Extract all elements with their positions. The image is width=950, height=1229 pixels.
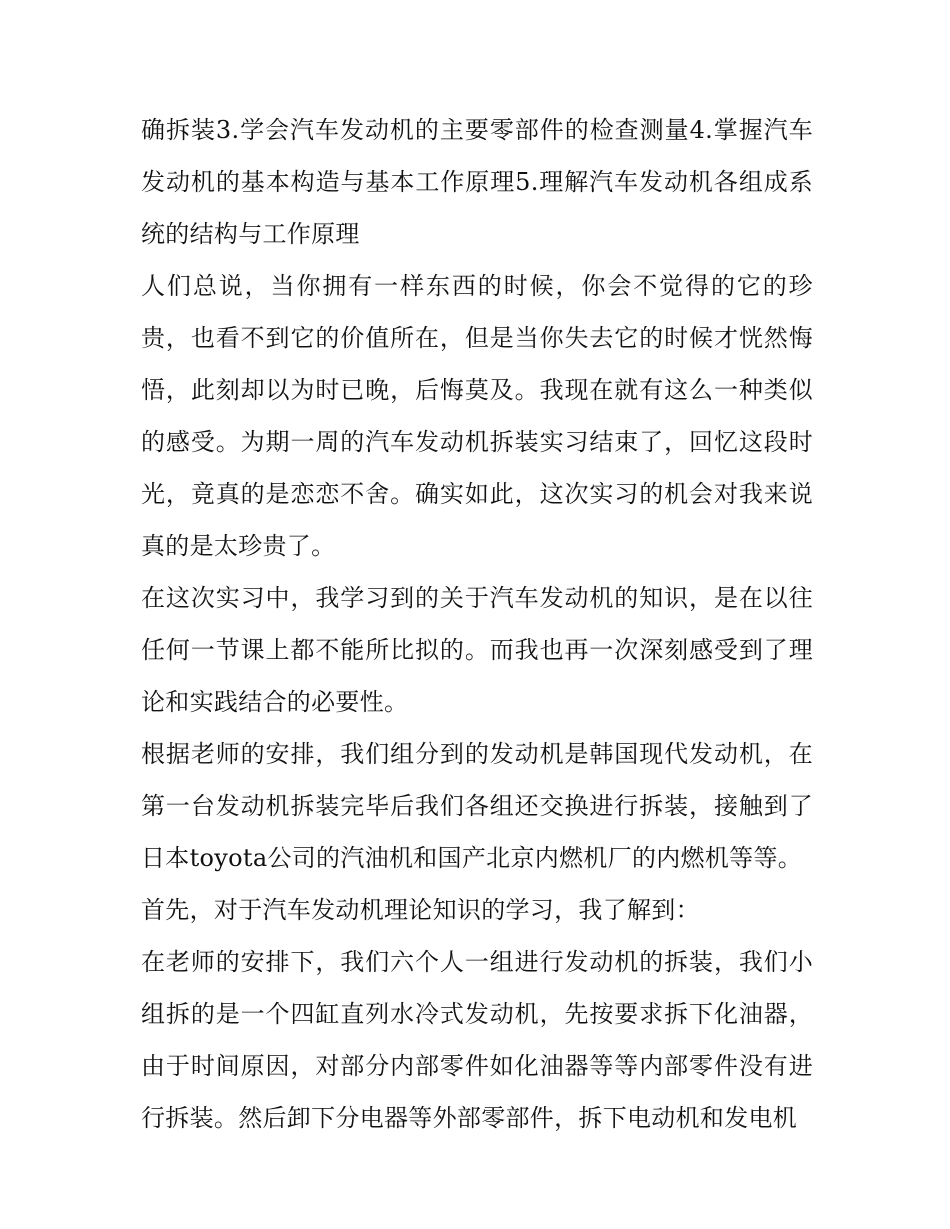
paragraph-reflection: 人们总说，当你拥有一样东西的时候，你会不觉得的它的珍贵，也看不到它的价值所在，但是当你失去它的时候才恍然悔悟，此刻却以为时已晚，后悔莫及。我现在就有这么一种类似的感受。为期一周的汽车发动机拆装实习结束了，回忆这段时光，竟真的是恋恋不舍。确实如此，这次实习的机会对我来说真的是太珍贵了。 bbox=[141, 272, 813, 560]
paragraph-disassembly: 在老师的安排下，我们六个人一组进行发动机的拆装，我们小组拆的是一个四缸直列水冷式发动机，先按要求拆下化油器，由于时间原因，对部分内部零件如化油器等等内部零件没有进行拆装。然后卸下分电器等外部零部件，拆下电动机和发电机 bbox=[141, 948, 813, 1132]
paragraph-arrangement: 根据老师的安排，我们组分到的发动机是韩国现代发动机，在第一台发动机拆装完毕后我们各组还交换进行拆装，接触到了日本toyota公司的汽油机和国产北京内燃机厂的内燃机等等。 bbox=[141, 740, 813, 872]
paragraph-theory-intro: 首先，对于汽车发动机理论知识的学习，我了解到： bbox=[141, 896, 700, 924]
document-body bbox=[141, 104, 813, 1144]
paragraph-learning: 在这次实习中，我学习到的关于汽车发动机的知识，是在以往任何一节课上都不能所比拟的。而我也再一次深刻感受到了理论和实践结合的必要性。 bbox=[141, 584, 813, 716]
paragraph-objectives: 确拆装3.学会汽车发动机的主要零部件的检查测量4.掌握汽车发动机的基本构造与基本工作原理5.理解汽车发动机各组成系统的结构与工作原理 bbox=[141, 116, 813, 248]
